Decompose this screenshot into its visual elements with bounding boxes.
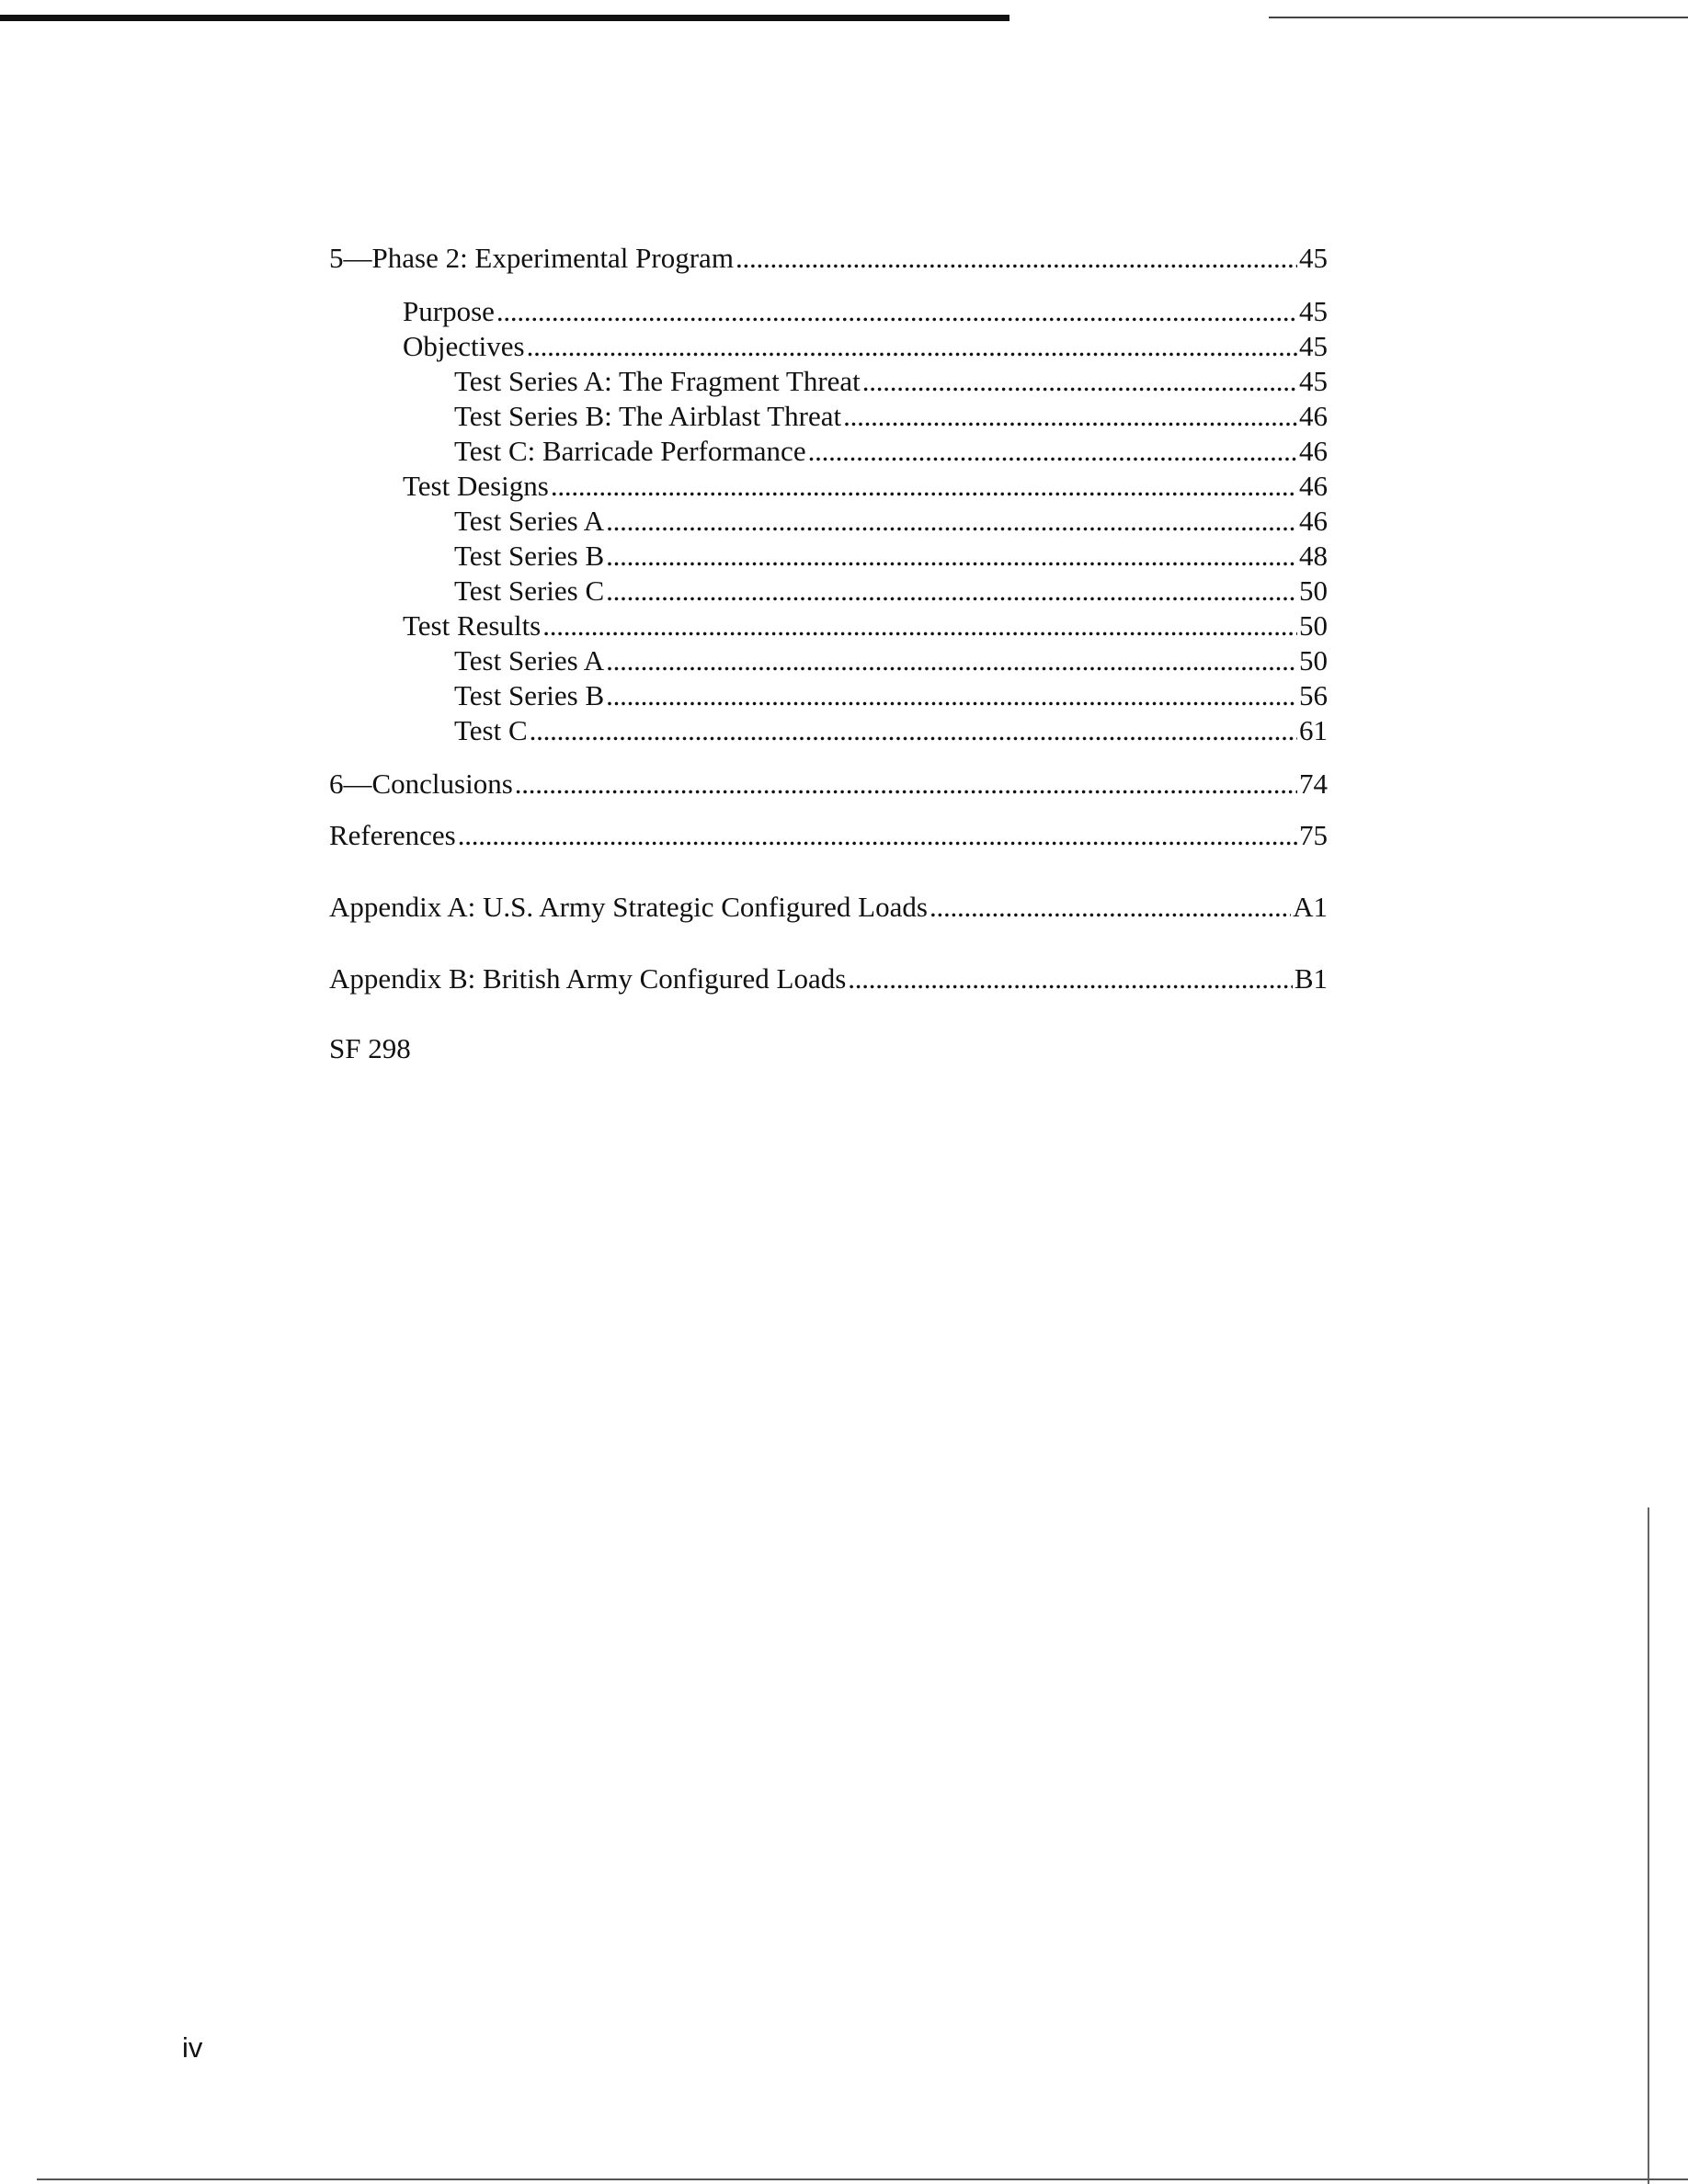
toc-leader-dots <box>848 961 1293 996</box>
toc-entry-appendix-b[interactable] <box>329 961 1328 996</box>
page-number: iv <box>182 2031 203 2064</box>
toc-leader-dots <box>736 241 1297 276</box>
toc-leader-dots <box>542 609 1297 643</box>
toc-entry-page: A1 <box>1293 891 1328 923</box>
toc-entry-label: Test Series B: The Airblast Threat <box>454 400 842 432</box>
toc-entry-page: 61 <box>1299 714 1328 746</box>
toc-entry-label: Appendix A: U.S. Army Strategic Configured Loads <box>329 891 928 923</box>
toc-entry-label: Appendix B: British Army Configured Loads <box>329 962 847 995</box>
toc-leader-dots <box>527 329 1297 364</box>
toc-entry-label: Test Series A: The Fragment Threat <box>454 365 861 397</box>
toc-entry-page: 45 <box>1299 330 1328 362</box>
toc-entry-label: Purpose <box>403 295 495 327</box>
toc-entry-label: Test C <box>454 714 528 746</box>
toc-entry-objectives-series-a[interactable] <box>329 364 1328 399</box>
toc-entry-sf-298[interactable]: SF 298 <box>329 1032 411 1064</box>
toc-entry-label: Test Series B <box>454 679 605 711</box>
toc-entry-references[interactable] <box>329 818 1328 853</box>
toc-entry-label: Test Designs <box>403 470 549 502</box>
toc-entry-page: 45 <box>1299 295 1328 327</box>
toc-entry-label: Test Series A <box>454 644 605 677</box>
toc-leader-dots <box>606 539 1297 574</box>
toc-entry-page: 50 <box>1299 574 1328 607</box>
toc-leader-dots <box>862 364 1297 399</box>
toc-entry-label: Test Series C <box>454 574 605 607</box>
toc-leader-dots <box>458 818 1297 853</box>
toc-entry-page: 50 <box>1299 609 1328 642</box>
toc-leader-dots <box>551 469 1297 504</box>
toc-entry-objectives-series-b[interactable] <box>329 399 1328 434</box>
toc-entry-label: 6—Conclusions <box>329 768 513 800</box>
toc-leader-dots <box>808 434 1297 469</box>
toc-entry-page: 46 <box>1299 435 1328 467</box>
toc-entry-results-series-b[interactable] <box>329 678 1328 713</box>
table-of-contents <box>329 241 1328 1066</box>
toc-entry-designs-series-a[interactable] <box>329 504 1328 539</box>
toc-entry-page: 56 <box>1299 679 1328 711</box>
toc-entry-objectives[interactable] <box>329 329 1328 364</box>
toc-entry-purpose[interactable] <box>329 294 1328 329</box>
toc-entry-label: Test Series A <box>454 505 605 537</box>
toc-entry-objectives-test-c[interactable] <box>329 434 1328 469</box>
toc-entry-page: B1 <box>1294 962 1328 995</box>
toc-entry-label: References <box>329 819 456 851</box>
toc-entry-designs-series-b[interactable] <box>329 539 1328 574</box>
toc-entry-page: 46 <box>1299 470 1328 502</box>
scan-border-top-right <box>1269 17 1688 18</box>
toc-entry-test-results[interactable] <box>329 609 1328 643</box>
toc-leader-dots <box>843 399 1297 434</box>
toc-leader-dots <box>606 574 1297 609</box>
toc-leader-dots <box>930 890 1291 925</box>
toc-leader-dots <box>496 294 1297 329</box>
toc-entry-page: 46 <box>1299 505 1328 537</box>
toc-entry-label: Test Series B <box>454 540 605 572</box>
toc-entry-chapter-6[interactable] <box>329 767 1328 802</box>
toc-leader-dots <box>606 678 1297 713</box>
scan-border-top <box>0 15 1009 21</box>
toc-entry-page: 75 <box>1299 819 1328 851</box>
toc-entry-page: 46 <box>1299 400 1328 432</box>
toc-entry-appendix-a[interactable] <box>329 890 1328 925</box>
toc-entry-designs-series-c[interactable] <box>329 574 1328 609</box>
toc-entry-label: Test C: Barricade Performance <box>454 435 806 467</box>
toc-entry-test-designs[interactable] <box>329 469 1328 504</box>
toc-entry-page: 45 <box>1299 365 1328 397</box>
toc-entry-results-series-a[interactable] <box>329 643 1328 678</box>
toc-entry-page: 74 <box>1299 768 1328 800</box>
toc-entry-label: Objectives <box>403 330 525 362</box>
toc-entry-page: 50 <box>1299 644 1328 677</box>
scan-border-bottom <box>37 2178 1688 2180</box>
toc-leader-dots <box>606 504 1297 539</box>
toc-entry-label: Test Results <box>403 609 542 642</box>
toc-leader-dots <box>530 713 1297 748</box>
toc-entry-chapter-5[interactable] <box>329 241 1328 276</box>
toc-entry-page: 48 <box>1299 540 1328 572</box>
toc-leader-dots <box>515 767 1297 802</box>
toc-entry-results-test-c[interactable] <box>329 713 1328 748</box>
scan-border-right <box>1648 1507 1649 2184</box>
toc-entry-page: 45 <box>1299 242 1328 274</box>
toc-entry-label: 5—Phase 2: Experimental Program <box>329 242 734 274</box>
toc-leader-dots <box>606 643 1297 678</box>
